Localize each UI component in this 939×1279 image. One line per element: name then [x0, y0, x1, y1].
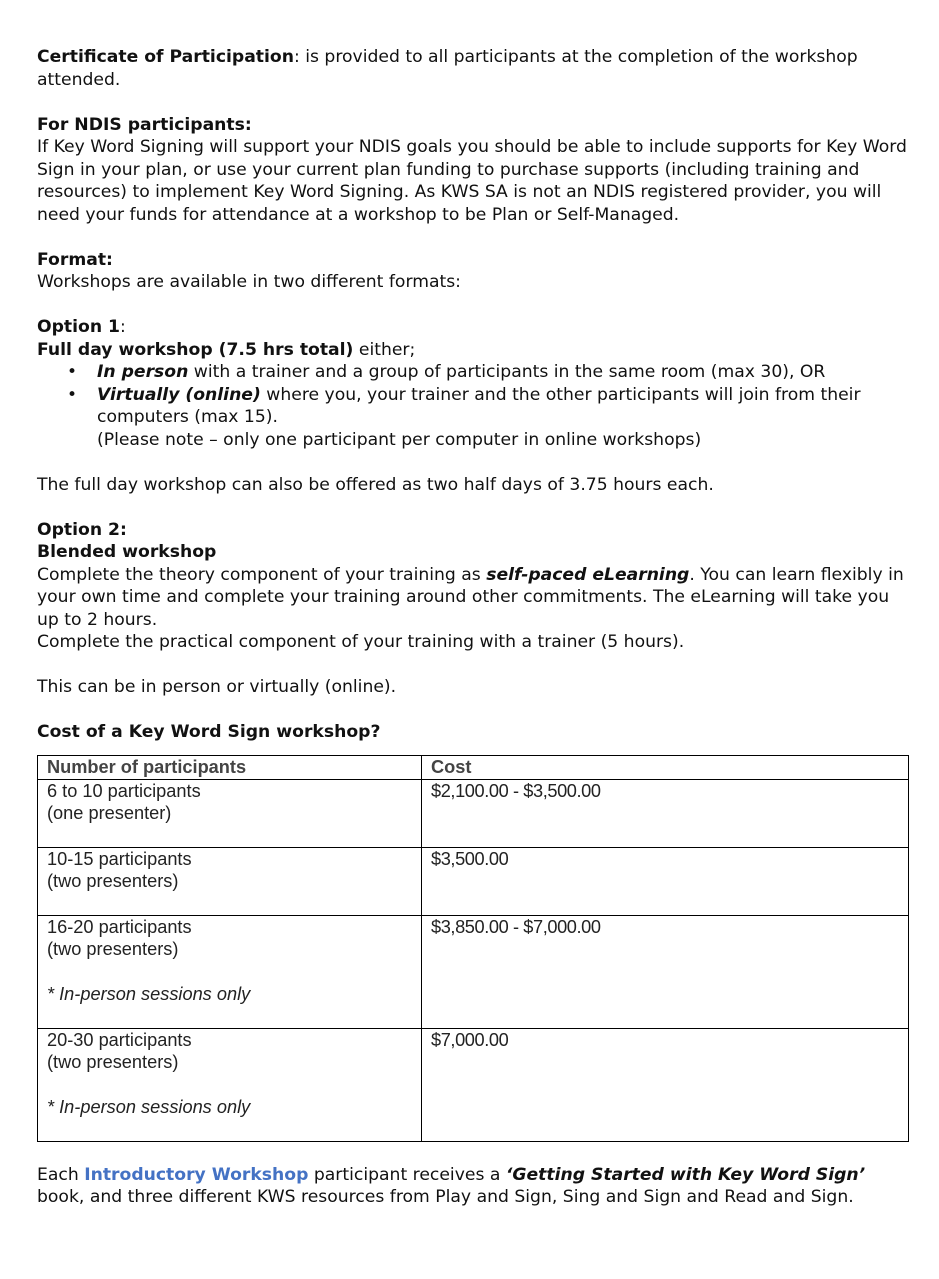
table-row: [38, 915, 909, 1028]
option2-label: [37, 519, 912, 542]
format-heading: [37, 249, 912, 272]
bullet-text: where you, your trainer and the other participants will join from their computers (max 15).: [97, 384, 861, 427]
footer-pre: Each: [37, 1164, 85, 1185]
option2-practical: Complete the practical component of your training with a trainer (5 hours).: [37, 632, 685, 652]
ndis-text: If Key Word Signing will support your NDIS goals you should be able to include supports for Key Word Sign in your plan, or use your current plan funding to purchase supports (including training and resources) to implement Key Word Signing. As KWS SA is not an NDIS registered provider, you will need your funds for attendance at a workshop to be Plan or Self-Managed.: [37, 137, 907, 225]
option1-label-suffix: :: [120, 317, 126, 337]
table-row: [38, 1028, 909, 1141]
format-text: Workshops are available in two different formats:: [37, 272, 461, 292]
option1-note: (Please note – only one participant per computer in online workshops): [97, 429, 702, 450]
cost-heading: [37, 721, 912, 744]
ndis-heading: [37, 114, 912, 137]
certificate-text: : is provided to all participants at the completion of the workshop attended.: [37, 47, 858, 90]
option1-title-text: Full day workshop (7.5 hrs total): [37, 339, 354, 360]
option1-bullet-list: [37, 361, 912, 429]
option1-half-days: The full day workshop can also be offered as two half days of 3.75 hours each.: [37, 474, 714, 495]
column-header-cost: Cost: [422, 755, 909, 779]
certificate-paragraph: [37, 46, 912, 91]
presenters: (one presenter): [47, 803, 172, 823]
option1-label-text: Option 1: [37, 317, 121, 337]
participants-count: 10-15 participants: [47, 848, 192, 869]
document-page: [37, 46, 912, 1209]
option2-text: [37, 564, 912, 632]
presenters: (two presenters): [47, 939, 179, 959]
option2-title-text: Blended workshop: [37, 542, 217, 562]
ndis-heading-text: For NDIS participants:: [37, 114, 252, 135]
option2-text-emphasis: self-paced eLearning: [486, 564, 690, 585]
participants-cell: [38, 779, 422, 847]
cost-cell: $7,000.00: [422, 1028, 909, 1141]
participants-count: 20-30 participants: [47, 1029, 192, 1050]
option2-text-pre: Complete the theory component of your training as: [37, 564, 487, 585]
bullet-emphasis: Virtually (online): [97, 384, 261, 405]
cost-heading-text: Cost of a Key Word Sign workshop?: [37, 722, 381, 742]
footer-post: book, and three different KWS resources from Play and Sign, Sing and Sign and Read and Sign.: [37, 1187, 854, 1207]
presenters: (two presenters): [47, 871, 179, 891]
table-row: [38, 779, 909, 847]
table-row: [38, 847, 909, 915]
option1-title-suffix: either;: [353, 339, 416, 360]
participants-cell: [38, 915, 422, 1028]
cost-cell: $3,500.00: [422, 847, 909, 915]
option2-text-post: . You can learn flexibly in your own time and complete your training around other commitments. The eLearning will take you up to 2 hours.: [37, 564, 904, 630]
option1-title: [37, 339, 912, 362]
option2-title: [37, 541, 912, 564]
footer-paragraph: [37, 1164, 912, 1209]
format-heading-text: Format:: [37, 249, 113, 270]
option2-delivery: This can be in person or virtually (online).: [37, 677, 397, 697]
in-person-note: * In-person sessions only: [47, 984, 251, 1004]
option2-label-text: Option 2:: [37, 519, 127, 540]
list-item: [97, 361, 912, 384]
participants-cell: [38, 1028, 422, 1141]
cost-cell: $2,100.00 - $3,500.00: [422, 779, 909, 847]
presenters: (two presenters): [47, 1052, 179, 1072]
participants-count: 6 to 10 participants: [47, 780, 201, 801]
participants-count: 16-20 participants: [47, 916, 192, 937]
option1-label: [37, 316, 912, 339]
bullet-text: with a trainer and a group of participants in the same room (max 30), OR: [188, 362, 826, 382]
in-person-note: * In-person sessions only: [47, 1097, 251, 1117]
certificate-heading: Certificate of Participation: [37, 47, 294, 67]
bullet-emphasis: In person: [97, 362, 189, 382]
table-header-row: [38, 755, 909, 779]
book-title: ‘Getting Started with Key Word Sign’: [505, 1164, 866, 1185]
participants-cell: [38, 847, 422, 915]
cost-cell: $3,850.00 - $7,000.00: [422, 915, 909, 1028]
list-item: [97, 384, 912, 429]
column-header-participants: Number of participants: [38, 755, 422, 779]
cost-table: [37, 755, 909, 1142]
introductory-workshop-link[interactable]: Introductory Workshop: [84, 1164, 309, 1185]
footer-mid: participant receives a: [308, 1164, 506, 1185]
